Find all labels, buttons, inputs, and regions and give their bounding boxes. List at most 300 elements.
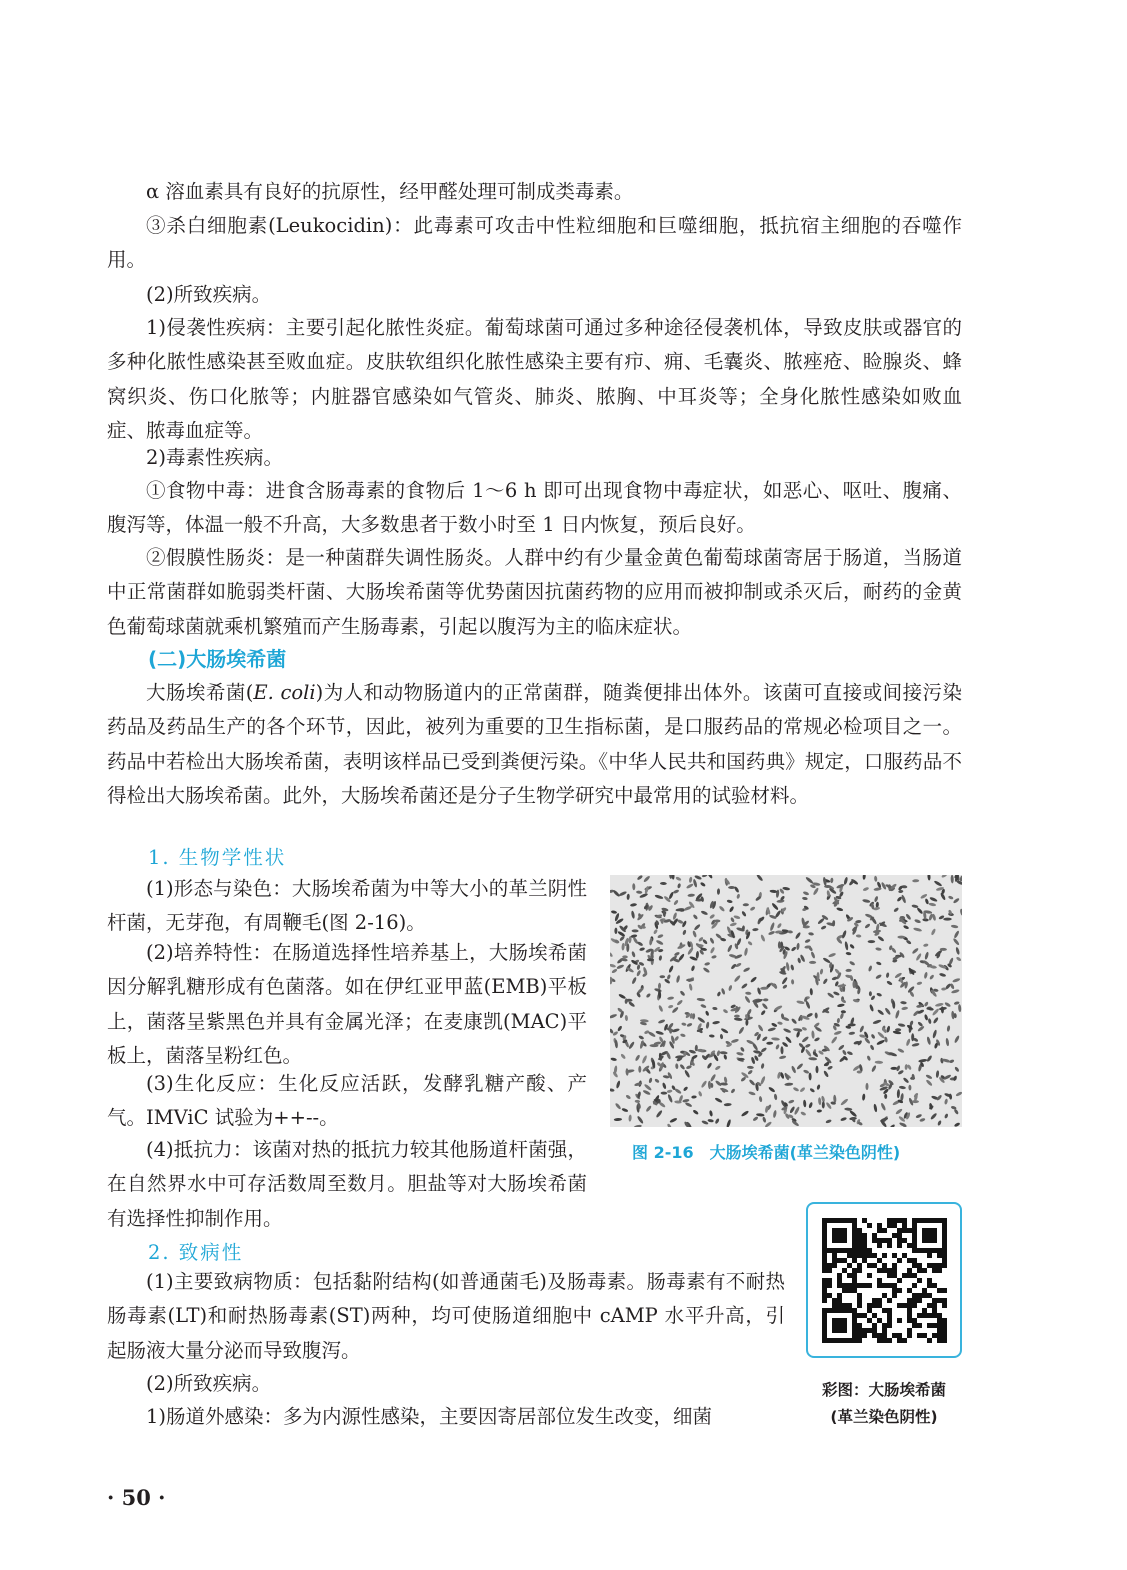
qr-module xyxy=(837,1303,842,1308)
qr-module xyxy=(852,1223,857,1228)
qr-module xyxy=(872,1333,877,1338)
qr-module xyxy=(837,1283,842,1288)
qr-module xyxy=(912,1258,917,1263)
paragraph-morphology: (1)形态与染色：大肠埃希菌为中等大小的革兰阴性杆菌，无芽孢，有周鞭毛(图 2-16)。 xyxy=(107,877,587,935)
bacterium-rod xyxy=(674,1035,680,1041)
bacterium-rod xyxy=(632,929,639,932)
qr-module xyxy=(942,1223,947,1228)
bacterium-rod xyxy=(644,1083,653,1091)
paragraph-alpha-hemolysin: α 溶血素具有良好的抗原性，经甲醛处理可制成类毒素。 xyxy=(146,180,634,203)
bacterium-rod xyxy=(741,1110,750,1117)
bacterium-rod xyxy=(880,1102,886,1111)
qr-module xyxy=(892,1263,897,1268)
bacterium-rod xyxy=(745,991,752,995)
qr-module xyxy=(882,1253,887,1258)
qr-module xyxy=(892,1293,897,1298)
subheading-pathogenicity: 2. 致病性 xyxy=(148,1241,244,1264)
bacterium-rod xyxy=(614,1118,622,1121)
bacterium-rod xyxy=(639,947,645,952)
bacterium-rod xyxy=(658,955,662,961)
bacterium-rod xyxy=(836,907,843,912)
bacterium-rod xyxy=(841,930,847,939)
bacterium-rod xyxy=(864,923,871,929)
bacterium-rod xyxy=(610,1013,617,1019)
bacterium-rod xyxy=(808,932,814,936)
bacterium-rod xyxy=(886,1026,891,1033)
bacterium-rod xyxy=(752,928,758,932)
qr-module xyxy=(882,1293,887,1298)
qr-module xyxy=(932,1298,937,1303)
qr-module xyxy=(887,1283,892,1288)
bacterium-rod xyxy=(809,1073,812,1081)
bacterium-rod xyxy=(730,922,738,927)
bacterium-rod xyxy=(743,903,749,906)
qr-module xyxy=(882,1238,887,1243)
qr-module xyxy=(842,1288,847,1293)
bacterium-rod xyxy=(837,1018,841,1024)
bacterium-rod xyxy=(720,1028,728,1035)
bacterium-rod xyxy=(912,879,919,882)
qr-module xyxy=(922,1293,927,1298)
bacterium-rod xyxy=(809,1087,815,1093)
bacterium-rod xyxy=(928,1018,932,1024)
bacterium-rod xyxy=(756,875,764,882)
bacterium-rod xyxy=(611,910,617,914)
qr-module xyxy=(887,1273,892,1278)
bacterium-rod xyxy=(766,1042,773,1045)
qr-module xyxy=(822,1228,827,1233)
bacterium-rod xyxy=(671,1006,679,1014)
bacterium-rod xyxy=(898,1023,906,1027)
qr-module xyxy=(942,1263,947,1268)
bacterium-rod xyxy=(777,1021,783,1025)
qr-module xyxy=(887,1268,892,1273)
qr-module xyxy=(832,1238,837,1243)
qr-module xyxy=(842,1268,847,1273)
qr-module xyxy=(837,1338,842,1343)
bacterium-rod xyxy=(886,972,890,978)
bacterium-rod xyxy=(618,993,626,999)
qr-module xyxy=(937,1263,942,1268)
bacterium-rod xyxy=(898,890,903,894)
bacterium-rod xyxy=(654,894,663,900)
bacterium-rod xyxy=(859,1025,865,1033)
bacterium-rod xyxy=(911,904,918,908)
bacterium-rod xyxy=(869,1044,874,1050)
qr-module xyxy=(857,1328,862,1333)
qr-module xyxy=(822,1223,827,1228)
qr-module xyxy=(872,1238,877,1243)
qr-module xyxy=(937,1268,942,1273)
qr-module xyxy=(897,1303,902,1308)
bacterium-rod xyxy=(901,894,907,903)
bacterium-rod xyxy=(638,1035,644,1040)
bacterium-rod xyxy=(667,1094,673,1103)
qr-module xyxy=(842,1338,847,1343)
qr-module xyxy=(822,1323,827,1328)
qr-module xyxy=(857,1323,862,1328)
bacterium-rod xyxy=(774,1005,783,1012)
qr-module xyxy=(832,1303,837,1308)
bacterium-rod xyxy=(747,1066,754,1070)
bacterium-rod xyxy=(685,1102,693,1108)
qr-module xyxy=(852,1308,857,1313)
qr-module xyxy=(892,1268,897,1273)
bacterium-rod xyxy=(902,1077,909,1084)
bacterium-rod xyxy=(723,1054,727,1060)
qr-module xyxy=(832,1248,837,1253)
qr-module xyxy=(842,1218,847,1223)
qr-module xyxy=(937,1253,942,1258)
bacterium-rod xyxy=(933,880,942,887)
bacterium-rod xyxy=(748,1079,755,1086)
qr-module xyxy=(912,1233,917,1238)
qr-module xyxy=(827,1248,832,1253)
qr-module xyxy=(932,1268,937,1273)
bacterium-rod xyxy=(814,1026,822,1033)
bacterium-rod xyxy=(946,1025,950,1032)
qr-module xyxy=(857,1313,862,1318)
bacterium-rod xyxy=(862,887,869,892)
qr-module xyxy=(847,1218,852,1223)
bacterium-rod xyxy=(727,944,733,952)
bacterium-rod xyxy=(770,982,778,989)
qr-module xyxy=(847,1303,852,1308)
bacterium-rod xyxy=(759,1096,763,1102)
bacterium-rod xyxy=(927,875,931,881)
bacterium-rod xyxy=(658,1005,664,1013)
bacterium-rod xyxy=(789,1106,795,1114)
bacterium-rod xyxy=(895,1010,901,1019)
bacterium-rod xyxy=(631,910,635,918)
qr-module xyxy=(902,1338,907,1343)
qr-module xyxy=(907,1308,912,1313)
bacterium-rod xyxy=(810,988,813,995)
bacterium-rod xyxy=(915,953,922,962)
qr-module xyxy=(827,1218,832,1223)
bacterium-rod xyxy=(734,1015,740,1018)
bacterium-rod xyxy=(791,946,797,952)
bacterium-rod xyxy=(728,985,733,992)
bacterium-rod xyxy=(741,910,747,917)
qr-module xyxy=(882,1338,887,1343)
bacterium-rod xyxy=(714,1118,719,1125)
bacterium-rod xyxy=(682,929,687,935)
bacterium-rod xyxy=(763,998,768,1001)
qr-module xyxy=(862,1253,867,1258)
qr-module xyxy=(857,1298,862,1303)
bacterium-rod xyxy=(847,1051,854,1056)
bacterium-rod xyxy=(926,1055,933,1063)
bacterium-rod xyxy=(814,1012,817,1018)
bacterium-rod xyxy=(941,875,948,878)
bacterium-rod xyxy=(696,951,700,959)
bacterium-rod xyxy=(953,1108,959,1114)
bacterium-rod xyxy=(692,930,697,938)
bacterium-rod xyxy=(929,896,938,902)
bacterium-rod xyxy=(801,1026,807,1031)
qr-module xyxy=(942,1238,947,1243)
bacterium-rod xyxy=(911,947,919,954)
bacterium-rod xyxy=(926,1036,931,1045)
qr-module xyxy=(827,1278,832,1283)
bacterium-rod xyxy=(868,965,873,972)
bacterium-rod xyxy=(834,1030,843,1035)
bacterium-rod xyxy=(712,1007,718,1011)
bacterium-rod xyxy=(769,914,777,920)
qr-module xyxy=(832,1328,837,1333)
bacterium-rod xyxy=(837,1003,845,1007)
bacterium-rod xyxy=(688,983,693,991)
bacterium-rod xyxy=(628,1001,636,1008)
bacterium-rod xyxy=(893,907,899,913)
bacterium-rod xyxy=(621,1108,628,1113)
bacterium-rod xyxy=(876,1039,885,1046)
bacterium-rod xyxy=(816,1084,820,1090)
bacterium-rod xyxy=(952,938,960,946)
bacterium-rod xyxy=(625,1094,631,1100)
qr-module xyxy=(907,1318,912,1323)
qr-module xyxy=(922,1308,927,1313)
bacterium-rod xyxy=(614,928,617,934)
qr-module xyxy=(917,1248,922,1253)
bacterium-rod xyxy=(876,992,882,997)
qr-module xyxy=(852,1268,857,1273)
paragraph-pseudomembranous-colitis: ②假膜性肠炎：是一种菌群失调性肠炎。人群中约有少量金黄色葡萄球菌寄居于肠道，当肠道中正常菌群如脆弱类杆菌、大肠埃希菌等优势菌因抗菌药物的应用而被抑制或杀灭后，耐药的金黄色葡萄球菌就乘机繁殖而产生肠毒素，引起以腹泻为主的临床症状。 xyxy=(107,546,962,638)
bacterium-rod xyxy=(637,1115,645,1124)
bacterium-rod xyxy=(808,1057,817,1061)
bacterium-rod xyxy=(738,1026,745,1034)
qr-module xyxy=(932,1233,937,1238)
bacterium-rod xyxy=(626,894,630,900)
qr-module xyxy=(897,1333,902,1338)
qr-module xyxy=(822,1338,827,1343)
qr-module xyxy=(877,1318,882,1323)
bacterium-rod xyxy=(771,902,779,910)
bacterium-rod xyxy=(747,941,753,947)
bacterium-rod xyxy=(924,951,929,960)
bacterium-rod xyxy=(616,964,624,970)
paragraph-culture: (2)培养特性：在肠道选择性培养基上，大肠埃希菌因分解乳糖形成有色菌落。如在伊红亚甲蓝(EMB)平板上，菌落呈紫黑色并具有金属光泽；在麦康凯(MAC)平板上，菌落呈粉红色。 xyxy=(107,941,587,1068)
qr-module xyxy=(852,1318,857,1323)
qr-module xyxy=(847,1263,852,1268)
bacterium-rod xyxy=(817,1109,822,1113)
qr-module xyxy=(872,1233,877,1238)
bacterium-rod xyxy=(679,1064,685,1071)
bacterium-rod xyxy=(700,1080,707,1088)
bacterium-rod xyxy=(638,1066,641,1073)
bacterium-rod xyxy=(675,876,682,881)
qr-module xyxy=(837,1258,842,1263)
bacterium-rod xyxy=(729,906,735,913)
bacterium-rod xyxy=(692,879,697,888)
qr-module xyxy=(827,1308,832,1313)
qr-module xyxy=(862,1283,867,1288)
intro-text-post: )为人和动物肠道内的正常菌群，随粪便排出体外。该菌可直接或间接污染药品及药品生产的各个环节，因此，被列为重要的卫生指标菌，是口服药品的常规必检项目之一。药品中若检出大肠埃希菌，表明该样品已受到粪便污染。《中华人民共和国药典》规定，口服药品不得检出大肠埃希菌。此外，大肠埃希菌还是分子生物学研究中最常用的试验材料。 xyxy=(107,681,963,808)
bacterium-rod xyxy=(642,1089,651,1095)
page-number: · 50 · xyxy=(107,1485,166,1510)
bacterium-rod xyxy=(775,1044,780,1050)
qr-module xyxy=(892,1233,897,1238)
qr-module xyxy=(847,1283,852,1288)
qr-module xyxy=(867,1303,872,1308)
bacterium-rod xyxy=(936,1070,940,1078)
qr-module xyxy=(867,1308,872,1313)
bacterium-rod xyxy=(818,1097,822,1105)
qr-module xyxy=(912,1263,917,1268)
qr-module xyxy=(902,1238,907,1243)
bacterium-rod xyxy=(782,887,790,891)
bacterium-rod xyxy=(822,1101,825,1108)
qr-module xyxy=(822,1263,827,1268)
bacterium-rod xyxy=(869,1004,874,1012)
bacterium-rod xyxy=(661,1092,668,1095)
bacterium-rod xyxy=(721,988,726,995)
bacterium-rod xyxy=(877,1031,886,1039)
qr-module xyxy=(877,1338,882,1343)
bacterium-rod xyxy=(875,1061,884,1064)
bacterium-rod xyxy=(805,1000,811,1009)
bacterium-rod xyxy=(913,927,922,932)
bacterium-rod xyxy=(809,961,816,964)
bacterium-rod xyxy=(632,883,635,890)
bacterium-rod xyxy=(916,981,922,985)
qr-module xyxy=(852,1243,857,1248)
bacterium-rod xyxy=(636,970,642,977)
bacterium-rod xyxy=(782,984,788,989)
qr-module xyxy=(837,1298,842,1303)
bacterium-rod xyxy=(760,1076,766,1085)
bacterium-rod xyxy=(871,1033,876,1039)
qr-module xyxy=(922,1228,927,1233)
qr-module xyxy=(927,1293,932,1298)
qr-module xyxy=(842,1238,847,1243)
bacterium-rod xyxy=(705,1010,710,1016)
bacterium-rod xyxy=(646,993,652,999)
bacterium-rod xyxy=(762,1036,769,1042)
qr-module xyxy=(827,1283,832,1288)
bacterium-rod xyxy=(610,1028,614,1034)
bacterium-rod xyxy=(682,1099,689,1103)
bacterium-rod xyxy=(702,939,708,945)
qr-module xyxy=(842,1308,847,1313)
bacterium-rod xyxy=(876,961,882,966)
qr-module xyxy=(852,1278,857,1283)
qr-module xyxy=(937,1248,942,1253)
qr-module xyxy=(857,1303,862,1308)
qr-module xyxy=(907,1288,912,1293)
qr-module xyxy=(877,1258,882,1263)
qr-module xyxy=(852,1328,857,1333)
qr-code[interactable] xyxy=(806,1202,962,1358)
qr-module xyxy=(912,1223,917,1228)
qr-module xyxy=(917,1333,922,1338)
qr-module xyxy=(852,1313,857,1318)
bacterium-rod xyxy=(948,895,954,900)
bacterium-rod xyxy=(760,934,766,942)
bacterium-rod xyxy=(884,1036,888,1042)
bacterium-rod xyxy=(839,1012,844,1019)
bacterium-rod xyxy=(752,1116,758,1122)
qr-module xyxy=(832,1233,837,1238)
bacterium-rod xyxy=(954,1066,960,1072)
qr-module xyxy=(832,1258,837,1263)
qr-module xyxy=(877,1333,882,1338)
bacterium-rod xyxy=(803,1100,807,1108)
bacterium-rod xyxy=(791,1018,798,1025)
qr-module xyxy=(907,1313,912,1318)
qr-module xyxy=(832,1323,837,1328)
qr-module xyxy=(912,1243,917,1248)
qr-module xyxy=(932,1248,937,1253)
bacterium-rod xyxy=(805,876,814,884)
bacterium-rod xyxy=(714,1065,721,1071)
bacterium-rod xyxy=(648,1077,652,1083)
bacterium-rod xyxy=(796,1063,804,1071)
bacterium-rod xyxy=(767,1027,776,1032)
qr-module xyxy=(902,1218,907,1223)
qr-module xyxy=(867,1223,872,1228)
bacterium-rod xyxy=(736,1052,744,1056)
bacterium-rod xyxy=(849,1110,858,1118)
bacterium-rod xyxy=(724,1103,732,1107)
qr-code-icon xyxy=(808,1204,960,1356)
bacterium-rod xyxy=(849,960,856,966)
bacterium-rod xyxy=(815,1066,818,1073)
qr-module xyxy=(942,1218,947,1223)
bacterium-rod xyxy=(668,1004,674,1008)
bacterium-rod xyxy=(811,1030,815,1038)
qr-module xyxy=(917,1268,922,1273)
qr-module xyxy=(917,1218,922,1223)
qr-module xyxy=(927,1263,932,1268)
qr-module xyxy=(842,1233,847,1238)
bacterium-rod xyxy=(776,899,784,903)
qr-module xyxy=(937,1328,942,1333)
qr-module xyxy=(862,1218,867,1223)
bacterium-rod xyxy=(793,1087,800,1093)
bacterium-rod xyxy=(707,1119,714,1123)
qr-module xyxy=(837,1233,842,1238)
qr-module xyxy=(852,1338,857,1343)
bacterium-rod xyxy=(928,902,936,906)
bacterium-rod xyxy=(741,983,748,990)
bacterium-rod xyxy=(924,898,929,904)
qr-module xyxy=(842,1328,847,1333)
qr-module xyxy=(922,1233,927,1238)
bacterium-rod xyxy=(841,1010,846,1013)
qr-module xyxy=(857,1268,862,1273)
bacterium-rod xyxy=(654,1078,660,1083)
qr-module xyxy=(887,1218,892,1223)
bacterium-rod xyxy=(703,967,711,974)
qr-module xyxy=(832,1338,837,1343)
qr-module xyxy=(877,1238,882,1243)
bacterium-rod xyxy=(610,977,612,985)
bacterium-rod xyxy=(924,1014,929,1021)
qr-module xyxy=(912,1248,917,1253)
qr-module xyxy=(907,1333,912,1338)
bacterium-rod xyxy=(796,1000,805,1005)
bacterium-rod xyxy=(955,947,960,955)
bacterium-rod xyxy=(937,1120,942,1126)
qr-module xyxy=(837,1323,842,1328)
bacterium-rod xyxy=(768,1086,776,1093)
qr-module xyxy=(927,1313,932,1318)
bacterium-rod xyxy=(697,998,706,1002)
qr-module xyxy=(912,1218,917,1223)
bacterium-rod xyxy=(790,964,794,971)
